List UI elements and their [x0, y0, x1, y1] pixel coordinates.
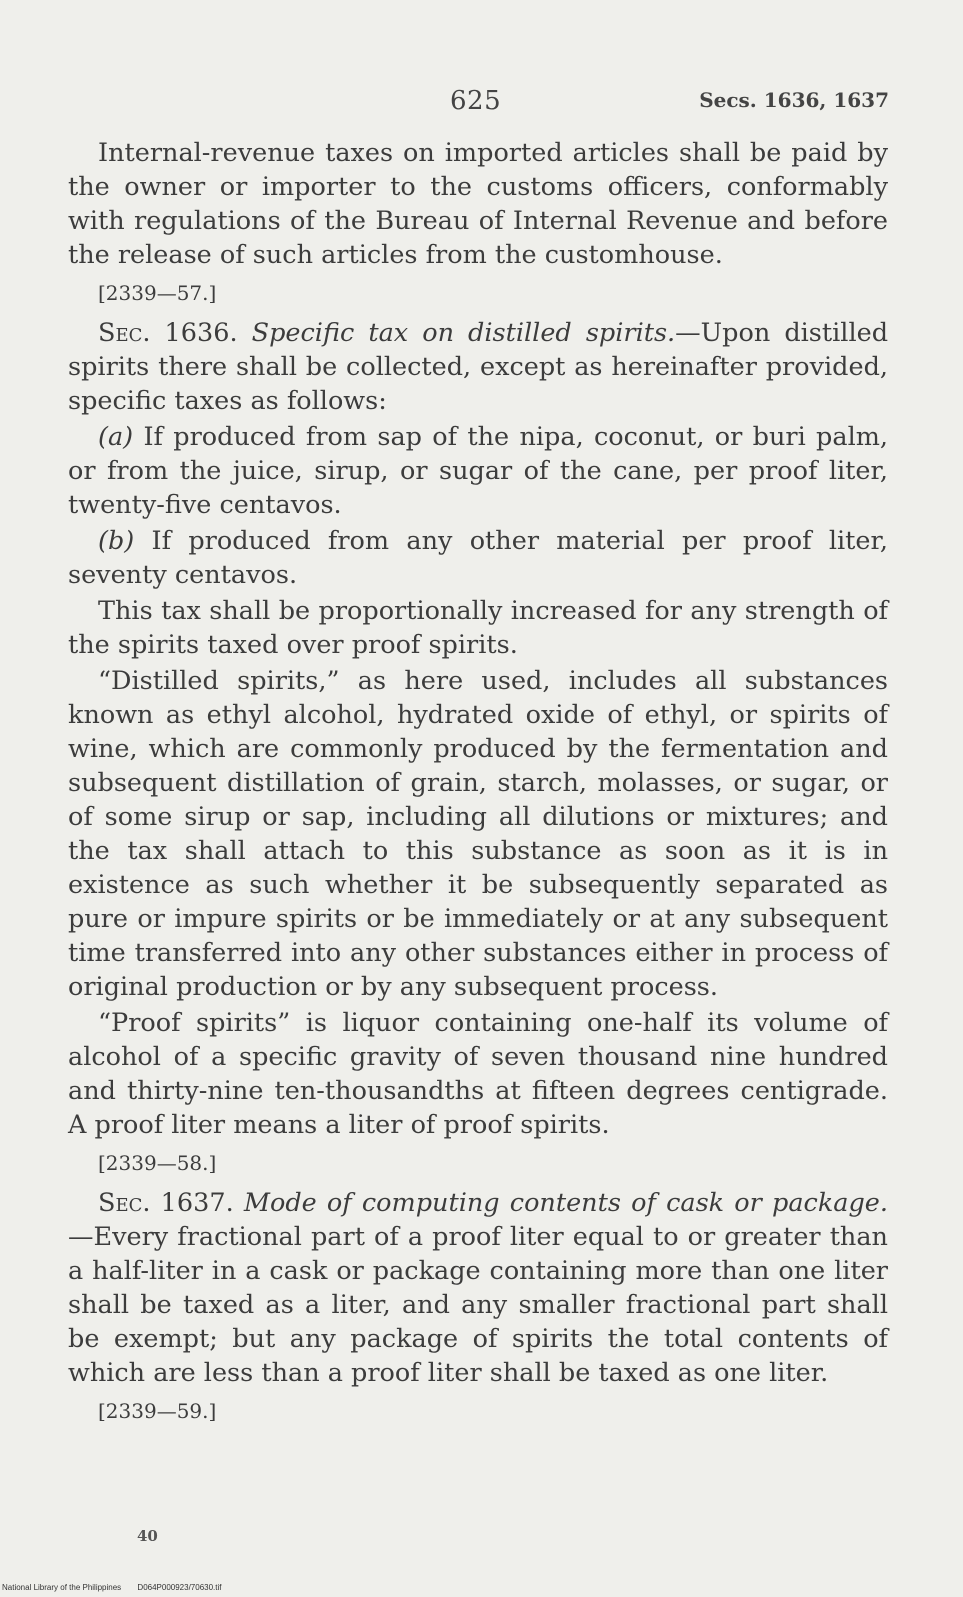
section-1636	[68, 316, 888, 418]
running-head-sections: Secs. 1636, 1637	[699, 88, 889, 112]
body-text	[68, 136, 888, 1434]
section-1636-title: Specific tax on distilled spirits.	[251, 318, 676, 348]
clause-b-label: (b)	[98, 526, 135, 556]
paragraph-imported-articles: Internal-revenue taxes on imported articles shall be paid by the owner or importer to the customs officers, conformably with regulations of the Bureau of Internal Revenue and before the release of such articles from the customhouse.	[68, 138, 888, 270]
section-1637-title: Mode of computing contents of cask or package.	[243, 1188, 889, 1218]
clause-a-label: (a)	[98, 422, 134, 452]
section-1637	[68, 1186, 888, 1390]
scan-footer	[2, 1583, 236, 1592]
section-1636-text: —Upon distilled spirits there shall be collected, except as hereinafter provided, specific taxes as follows:	[68, 318, 889, 416]
clause-a	[68, 420, 888, 522]
signature-mark: 40	[137, 1527, 158, 1545]
page-number: 625	[450, 86, 502, 116]
clause-a-text: If produced from sap of the nipa, coconut, or buri palm, or from the juice, sirup, or sugar of the cane, per proof liter, twenty-five centavos.	[68, 422, 889, 520]
paragraph-distilled-spirits-definition: “Distilled spirits,” as here used, includes all substances known as ethyl alcohol, hydrated oxide of ethyl, or spirits of wine, which are commonly produced by the fermentation and subsequent distillation of grain, starch, molasses, or sugar, or of some sirup or sap, including all dilutions or mixtures; and the tax shall attach to this substance as soon as it is in existence as such whether it be subsequently separated as pure or impure spirits or be immediately or at any subsequent time transferred into any other substances either in process of original production or by any subsequent process.	[68, 666, 888, 1002]
footer-image-id: D064P000923/70630.tif	[137, 1583, 222, 1592]
footer-library: National Library of the Philippines	[2, 1583, 122, 1592]
clause-b-text: If produced from any other material per proof liter, seventy centavos.	[68, 526, 888, 590]
section-1637-text: —Every fractional part of a proof liter equal to or greater than a half-liter in a cask or package containing more than one liter shall be taxed as a liter, and any smaller fractional part shall be exempt; but any package of spirits the total contents of which are less than a proof liter shall be taxed as one liter.	[68, 1222, 888, 1388]
paragraph-proportional-tax: This tax shall be proportionally increased for any strength of the spirits taxed over proof spirits.	[68, 596, 888, 660]
section-1636-label: Sec. 1636.	[98, 318, 238, 348]
citation-2339-59: [2339—59.]	[98, 1399, 217, 1423]
paragraph-proof-spirits-definition: “Proof spirits” is liquor containing one-half its volume of alcohol of a specific gravity of seven thousand nine hundred and thirty-nine ten-thousandths at fifteen degrees centigrade. A proof liter means a liter of proof spirits.	[68, 1008, 888, 1140]
clause-b	[68, 524, 888, 592]
citation-2339-57: [2339—57.]	[98, 281, 217, 305]
citation-2339-58: [2339—58.]	[98, 1151, 217, 1175]
section-1637-label: Sec. 1637.	[98, 1188, 234, 1218]
